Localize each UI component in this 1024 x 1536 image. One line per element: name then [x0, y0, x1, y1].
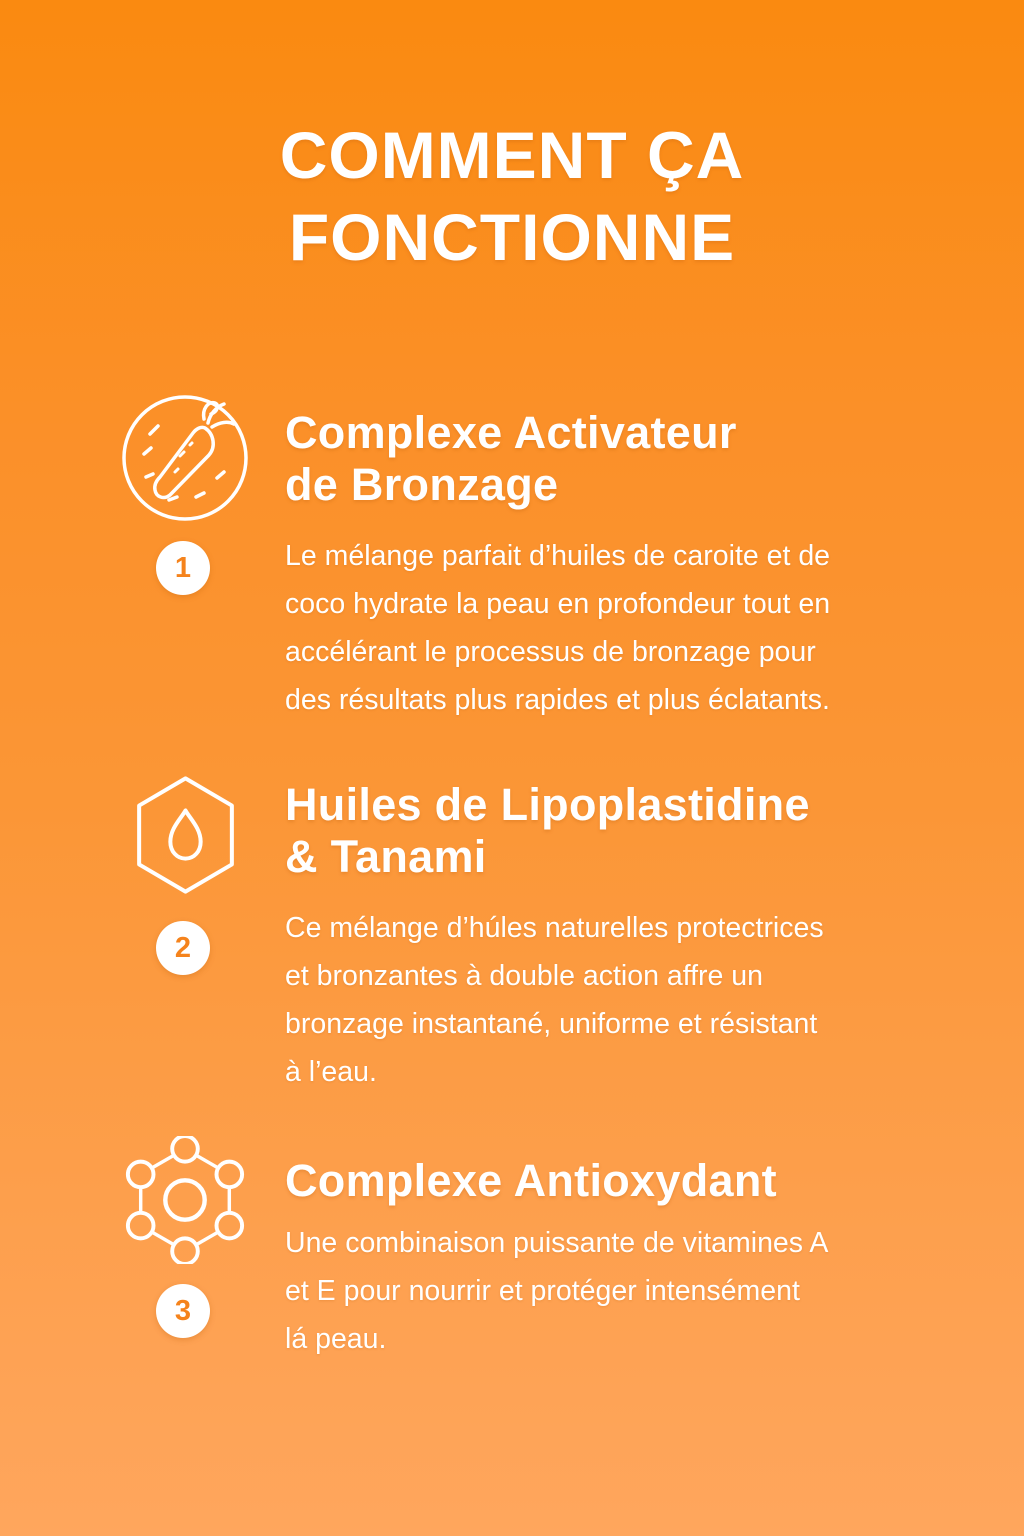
section-1-body — [285, 532, 830, 724]
step-2-badge — [156, 921, 210, 975]
section-1-heading-line1: Complexe Activateur — [285, 407, 737, 458]
section-2-body-line: bronzage instantané, uniforme et résistant — [285, 1008, 818, 1040]
section-1-body-line: Le mélange parfait d’huiles de caroite et de — [285, 540, 831, 572]
step-3-badge — [156, 1284, 210, 1338]
step-1-badge — [156, 541, 210, 595]
section-3-heading — [285, 1155, 777, 1207]
section-2-body-line: et bronzantes à double action affre un — [285, 960, 763, 992]
section-1-heading-line2: de Bronzage — [285, 459, 559, 510]
section-2-heading — [285, 779, 810, 883]
step-1-number: 1 — [174, 551, 192, 584]
step-3-number: 3 — [174, 1294, 192, 1327]
page-title — [0, 114, 1024, 278]
section-2-heading-line2: & Tanami — [285, 831, 487, 882]
page-title-line1: COMMENT ÇA — [279, 118, 745, 192]
section-2-body-line: à l’eau. — [285, 1056, 377, 1088]
step-2-number: 2 — [174, 931, 192, 964]
section-3-body-line: Une combinaison puissante de vitamines A — [285, 1227, 829, 1259]
section-2-body-line: Ce mélange d’húles naturelles protectrices — [285, 912, 824, 944]
hexagon-droplet-icon — [132, 773, 239, 897]
section-3-body — [285, 1219, 828, 1363]
section-3-body-line: et E pour nourrir et protéger intensément — [285, 1275, 800, 1307]
section-2-body — [285, 904, 824, 1096]
section-1-heading — [285, 407, 737, 511]
section-2-heading-line1: Huiles de Lipoplastidine — [285, 779, 810, 830]
page-title-line2: FONCTIONNE — [288, 200, 736, 274]
section-3-heading-line1: Complexe Antioxydant — [285, 1155, 777, 1206]
section-1-body-line: des résultats plus rapides et plus éclatants. — [285, 684, 830, 716]
section-3-body-line: lá peau. — [285, 1323, 387, 1355]
section-1-body-line: accélérant le processus de bronzage pour — [285, 636, 816, 668]
molecule-icon — [121, 1136, 249, 1264]
section-1-body-line: coco hydrate la peau en profondeur tout en — [285, 588, 831, 620]
carrot-circle-icon — [120, 393, 250, 523]
